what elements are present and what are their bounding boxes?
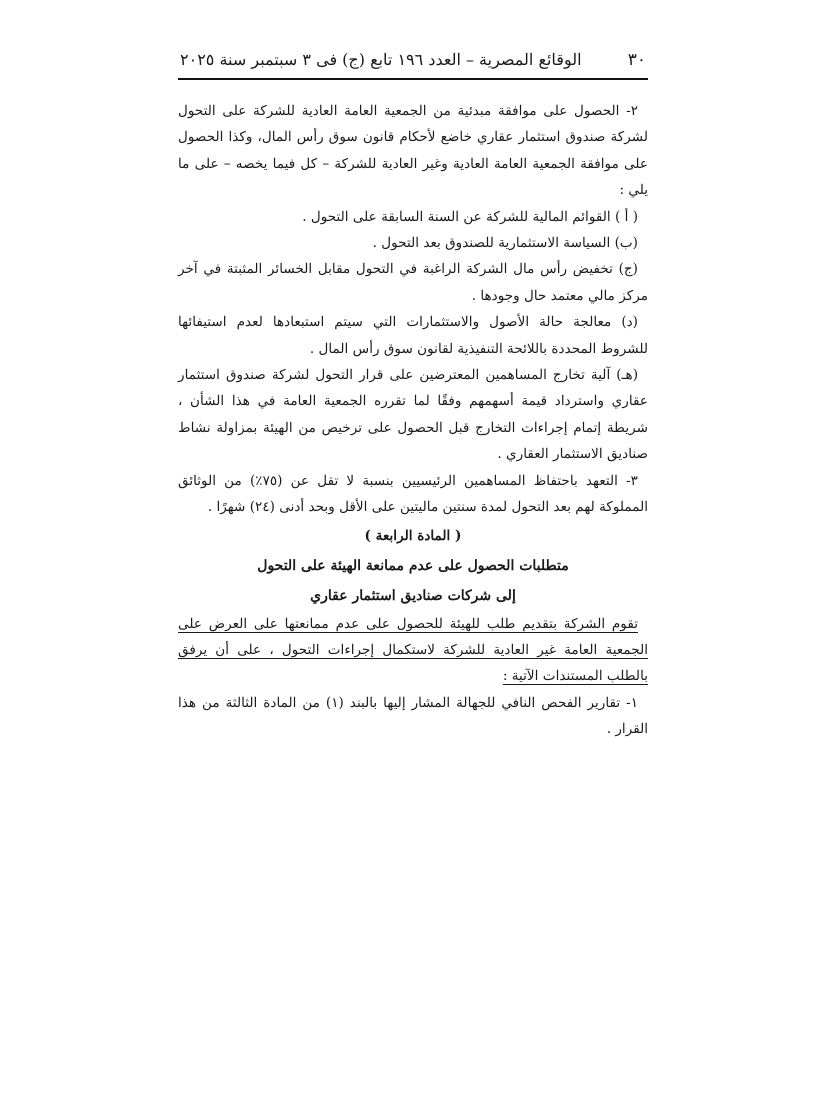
clause-2: ٢- الحصول على موافقة مبدئية من الجمعية العامة العادية للشركة على التحول لشركة صندوق استثمار عقاري خاضع لأحكام قانون سوق رأس المال، وكذا الحصول على موافقة الجمعية العامة العادية وغير العادية للشركة – كل فيما يخصه – على ما يلي : xyxy=(178,103,648,199)
article-heading-line-1: متطلبات الحصول على عدم ممانعة الهيئة على التحول xyxy=(257,557,569,574)
gazette-page xyxy=(178,50,648,743)
clause-3: ٣- التعهد باحتفاظ المساهمين الرئيسيين بنسبة لا تقل عن (٧٥٪) من الوثائق المملوكة لهم بعد التحول لمدة سنتين ماليتين على الأقل وبحد أدنى (٢٤) شهرًا . xyxy=(178,472,648,516)
article-heading-line-2: إلى شركات صناديق استثمار عقاري xyxy=(310,587,516,604)
article-title: ( المادة الرابعة ) xyxy=(364,527,462,544)
running-title: الوقائع المصرية – العدد ١٩٦ تابع (ج) فى ٣ سبتمبر سنة ٢٠٢٥ xyxy=(180,50,582,69)
page-body xyxy=(178,98,648,743)
article-item-1: ١- تقارير الفحص النافي للجهالة المشار إليها بالبند (١) من المادة الثالثة من هذا القرار . xyxy=(178,694,648,738)
clause-2-item-d: (د) معالجة حالة الأصول والاستثمارات التي سيتم استبعادها لعدم استيفائها للشروط المحددة باللائحة التنفيذية لقانون سوق رأس المال . xyxy=(178,314,648,357)
clause-2-item-c: (ج) تخفيض رأس مال الشركة الراغبة في التحول مقابل الخسائر المثبتة في آخر مركز مالي معتمد حال وجودها . xyxy=(178,261,648,304)
clause-2-item-h: (هـ) آلية تخارج المساهمين المعترضين على قرار التحول لشركة صندوق استثمار عقاري واسترداد قيمة أسهمهم وفقًا لما تقرره الجمعية العامة في هذا الشأن ، شريطة إتمام إجراءات التخارج قبل الحصول على ترخيص من الهيئة بمزاولة نشاط صناديق الاستثمار العقاري . xyxy=(178,367,648,463)
clause-2-item-a: ( أ ) القوائم المالية للشركة عن السنة السابقة على التحول . xyxy=(302,208,638,225)
clause-2-item-b: (ب) السياسة الاستثمارية للصندوق بعد التحول . xyxy=(372,235,638,252)
article-intro: تقوم الشركة بتقديم طلب للهيئة للحصول على عدم ممانعتها على العرض على الجمعية العامة غير العادية للشركة لاستكمال إجراءات التحول ، على أن يرفق بالطلب المستندات الآتية : xyxy=(178,615,648,685)
page-number: ٣٠ xyxy=(627,50,646,70)
page-header xyxy=(178,50,648,80)
